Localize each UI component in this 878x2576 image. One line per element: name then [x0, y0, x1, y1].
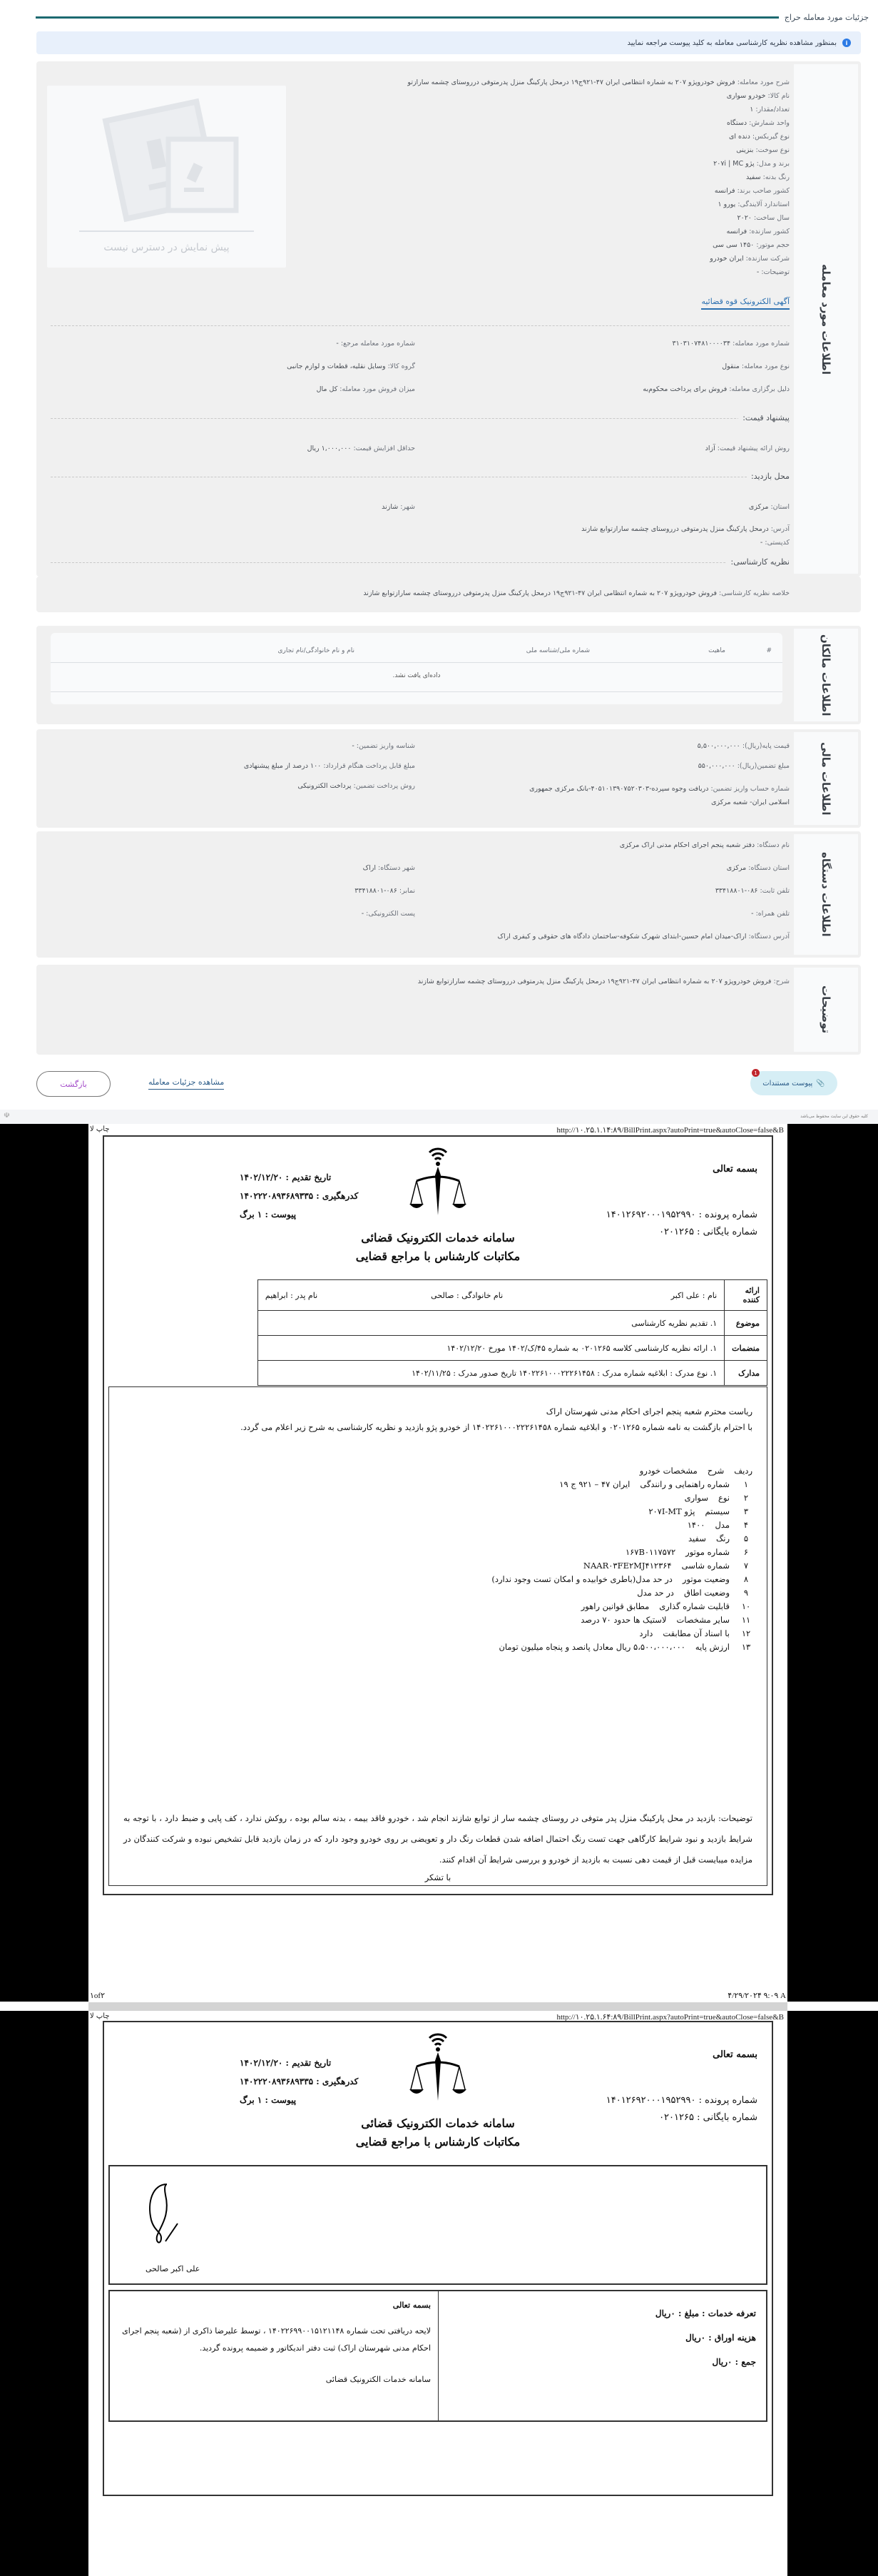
deal-reason: دلیل برگزاری معامله: فروش برای پرداخت محکوم‌به [643, 385, 790, 393]
sale-amount: میزان فروش مورد معامله: کل مال [316, 385, 415, 393]
section-side-label: اطلاعات دستگاه [794, 834, 858, 955]
spec-manufacturer: شرکت سازنده: ایران خودرو [710, 255, 790, 263]
col-national-id: شماره ملی/شناسه ملی [526, 647, 590, 654]
receipt-sign: سامانه خدمات الکترونیک قضائی [325, 2375, 431, 2384]
back-button[interactable]: بازگشت [36, 1071, 111, 1097]
paper-page [88, 1124, 787, 2002]
preview-caption: پیش نمایش در دسترس نیست [103, 242, 230, 253]
payable-at-contract: مبلغ قابل پرداخت هنگام قرارداد: ۱۰۰ درصد از مبلغ پیشنهادی [243, 762, 415, 770]
office-name: نام دستگاه: دفتر شعبه پنجم اجرای احکام مدنی اراک مرکزی [619, 841, 790, 849]
page-count: ۱of۲ [90, 1992, 105, 2000]
attachments-button[interactable]: 📎 پیوست مستندات [750, 1071, 837, 1095]
visit-province: استان: مرکزی [748, 503, 790, 511]
fee-total: جمع : ۰ریال [712, 2357, 756, 2367]
spec-color: رنگ بدنه: سفید [746, 173, 790, 181]
scanned-document-2 [0, 2011, 878, 2576]
tracking-code: کدرهگیری : ۱۴۰۲۲۲۰۸۹۳۶۸۹۳۳۵ [240, 1191, 359, 1201]
spec-maker-country: کشور سازنده: فرانسه [726, 228, 790, 235]
signature-image [146, 2181, 188, 2245]
section-description [36, 965, 861, 1055]
table-row: مدارک ۱. نوع مدرک : ابلاغیه شماره مدرک : ۱۴۰۲۲۶۱۰۰۰۲۲۲۶۱۴۵۸ تاریخ صدور مدرک : ۱۴۰۲/۱۱/۲۵ [257, 1361, 767, 1386]
base-price: قیمت پایه(ریال): ۵,۵۰۰,۰۰۰,۰۰۰ [697, 742, 790, 750]
spec-row: ۵ رنگ سفید [688, 1533, 749, 1543]
page-title: جزئیات مورد معامله حراج [784, 12, 869, 22]
letter-body [108, 1386, 767, 1886]
print-url: http://۱۰.۲۵.۱.۶۴:۸۹/BillPrint.aspx?autoPrint=true&autoClose=false&B [556, 2013, 784, 2022]
print-label: چاپ لا [90, 1125, 110, 1133]
page-separator [88, 2002, 787, 2011]
table-row: منضمات ۱. ارائه نظریه کارشناسی کلاسه ۰۲۰۱۲۶۵ به شماره ۴۵/ک/۱۴۰۲ مورخ ۱۴۰۲/۱۲/۲۰ [257, 1336, 767, 1361]
deposit-account: شماره حساب واریز تضمین: دریافت وجوه سپرده-۴۰۵۱۰۱۳۹۰۷۵۲۰۳۰۳-بانک مرکزی جمهوری اسلامی ایران- شعبه مرکزی [529, 785, 790, 806]
empty-state: داده‌ای یافت نشد. [392, 672, 441, 679]
spec-row: ۴ مدل ۱۴۰۰ [687, 1520, 749, 1530]
closing-thanks: با تشکر [424, 1872, 451, 1882]
col-nature: ماهیت [708, 647, 725, 654]
print-url: http://۱۰.۲۵.۱.۱۴:۸۹/BillPrint.aspx?autoPrint=true&autoClose=false&B [556, 1126, 784, 1135]
spec-engine: حجم موتور: ۱۴۵۰ سی سی [713, 241, 790, 249]
spec-row: ۳ سیستم پژو ۲۰۷I-MT [648, 1506, 749, 1516]
expert-summary: خلاصه نظریه کارشناسی: فروش خودروپژو ۲۰۷ به شماره انتظامی ایران ۴۷-۹۲۱ج۱۹ درمحل پارکینگ منزل پدرمتوفی درروستای چشمه سارازتوابع شازند [363, 589, 790, 597]
spec-goods-name: نام کالا: خودرو سواری [726, 92, 790, 100]
spec-brand-country: کشور صاحب برند: فرانسه [714, 187, 790, 195]
spec-row: ۱۳ ارزش پایه ۵،۵۰۰،۰۰۰،۰۰۰ ریال معادل پانصد و پنجاه میلیون تومان [499, 1642, 751, 1652]
spec-row: ۸ وضعیت موتور در حد مدل(باطری خوابیده و امکان تست وجود ندارد) [491, 1574, 749, 1584]
spec-fuel: نوع سوخت: بنزینی [736, 146, 790, 154]
office-fax: نمابر: ۰۸۶-۳۳۴۱۸۸۰۱ [354, 887, 415, 895]
bismillah: بسمه تعالی [713, 1164, 757, 1175]
document-title: مکاتبات کارشناس با مراجع قضایی [355, 2135, 521, 2149]
spec-description: شرح مورد معامله: فروش خودروپژو ۲۰۷ به شماره انتظامی ایران ۴۷-۹۲۱ج۱۹ درمحل پارکینگ منزل پدرمتوفی درروستای چشمه سارازتو [407, 78, 790, 86]
judiciary-scales-emblem [409, 2029, 466, 2108]
spec-row: ۶ شماره موتور ۱۶۷B۰۱۱۷۵۷۲ [625, 1547, 749, 1557]
divider [51, 562, 790, 563]
salutation: ریاست محترم شعبه پنجم اجرای احکام مدنی شهرستان اراک [546, 1406, 752, 1416]
divider [51, 418, 790, 419]
table-row: موضوع ۱. تقدیم نظریه کارشناسی [257, 1311, 767, 1336]
section-side-label: اطلاعات مالی [794, 732, 858, 825]
deal-number: شماره مورد معامله: ۳۱۰۳۱۰۷۴۸۱۰۰۰۰۳۴ [672, 340, 790, 348]
paper-fee: هزینه اوراق : ۰ریال [685, 2333, 756, 2343]
system-name: سامانه خدمات الکترونیک قضائی [361, 1231, 515, 1244]
page-header [36, 10, 869, 24]
print-datetime: ۴/۲۹/۲۰۲۴ ۹:۰۹ A [728, 1992, 786, 2000]
office-address: آدرس دستگاه: اراک-میدان امام حسین-ابتدای شهرک شکوفه-ساختمان دادگاه های حقوقی و کیفری اراک [497, 933, 790, 940]
spec-row: ۱۲ با اسناد آن مطابقت دارد [639, 1628, 751, 1638]
info-alert [36, 31, 861, 54]
bismillah: بسمه تعالی [713, 2049, 757, 2060]
price-offer-heading: پیشنهاد قیمت: [738, 413, 790, 422]
attachment-count: پیوست : ۱ برگ [240, 1210, 297, 1219]
visit-city: شهر: شازند [382, 503, 415, 511]
service-fee: تعرفه خدمات : مبلغ : ۰ریال [655, 2308, 756, 2318]
office-email: پست الکترونیکی: - [361, 910, 415, 918]
info-icon: i [842, 39, 851, 47]
receipt-note [110, 2291, 438, 2420]
document-info-table [257, 1279, 767, 1386]
spec-row: ۹ وضعیت اطاق در حد مدل [637, 1588, 749, 1598]
office-phone: تلفن ثابت: ۰۸۶-۳۳۴۱۸۸۰۱ [715, 887, 790, 895]
scanned-document-1 [0, 1124, 878, 2002]
expert-heading: نظریه کارشناسی: [727, 557, 790, 567]
section-office [36, 831, 861, 958]
print-label: چاپ لا [90, 2012, 110, 2020]
spec-brand-model: برند و مدل: پژو ۲۰۷i | MC [713, 160, 790, 168]
spec-row: ۱۱ سایر مشخصات لاستیک ها حدود ۷۰ درصد [581, 1615, 751, 1625]
col-index: # [766, 647, 772, 654]
document-title: مکاتبات کارشناس با مراجع قضایی [355, 1249, 521, 1263]
view-deal-details-link[interactable]: مشاهده جزئیات معامله [148, 1077, 224, 1090]
judiciary-ad-link[interactable]: آگهی الکترونیک قوه قضائیه [701, 297, 790, 310]
spec-row: ۲ نوع سواری [684, 1493, 749, 1503]
info-alert-text: بمنظور مشاهده نظریه کارشناسی معامله به کلید پیوست مراجعه نمایید [627, 39, 837, 47]
section-expert-summary [36, 577, 861, 612]
ref-deal-number: شماره مورد معامله مرجع: - [336, 340, 415, 348]
deposit-id: شناسه واریز تضمین: - [352, 742, 415, 750]
web-page [0, 0, 878, 1124]
vehicle-specs-list [491, 1464, 752, 1654]
visit-address: آدرس: درمحل پارکینگ منزل پدرمتوفی درروستای چشمه سارازتوابع شازند [581, 525, 790, 533]
signer-name: علی اکبر صالحی [146, 2264, 200, 2273]
spec-quantity: تعداد/مقدار: ۱ [750, 106, 790, 113]
spec-year: سال ساخت: ۲۰۲۰ [737, 214, 790, 222]
attachment-count: پیوست : ۱ برگ [240, 2095, 297, 2105]
section-owners [36, 626, 861, 724]
emblem-icon: ☫ [4, 1112, 10, 1120]
tracking-code: کدرهگیری : ۱۴۰۲۲۲۰۸۹۳۶۸۹۳۳۵ [240, 2076, 359, 2086]
table-row: ارائه کننده نام : علی اکبرنام خانوادگی : صالحینام پدر : ابراهیم [257, 1280, 767, 1311]
document-header [104, 2022, 772, 2151]
min-increase: حداقل افزایش قیمت: ۱,۰۰۰,۰۰۰ ریال [307, 445, 415, 452]
spec-emission: استاندارد آلایندگی: یورو ۱ [718, 201, 790, 208]
judiciary-scales-emblem [409, 1144, 466, 1222]
deposit-amount: مبلغ تضمین(ریال): ۵۵۰,۰۰۰,۰۰۰ [698, 762, 790, 770]
section-deal-info [36, 61, 861, 577]
spec-unit: واحد شمارش: دستگاه [726, 119, 790, 127]
col-name: نام و نام خانوادگی/نام تجاری [277, 647, 354, 654]
spec-row: ۱۰ قابلیت شماره گذاری مطابق قوانین راهور [581, 1601, 751, 1611]
submit-date: تاریخ تقدیم : ۱۴۰۲/۱۲/۲۰ [240, 2058, 332, 2068]
deal-info-body [44, 61, 790, 577]
paperclip-icon: 📎 [816, 1079, 825, 1087]
spec-row: ۷ شماره شاسی NAAR۰۳FE۲MJ۴۱۲۳۶۴ [583, 1561, 749, 1571]
fees-receipt-box [108, 2290, 767, 2422]
document-frame [103, 1135, 773, 1895]
site-footer [0, 1110, 878, 1124]
receipt-title: بسمه تعالی [392, 2301, 431, 2310]
owners-table [51, 633, 782, 704]
visit-heading: محل بازدید: [747, 472, 790, 481]
letter-intro: با احترام بازگشت به نامه شماره ۰۲۰۱۲۶۵ و ابلاغیه شماره ۱۴۰۲۲۶۱۰۰۰۲۲۲۶۱۴۵۸ از خودرو پژو بازدید و نظریه کارشناسی به شرح زیر اعلام می گردد. [240, 1422, 752, 1432]
offer-method: روش ارائه پیشنهاد قیمت: آزاد [705, 445, 790, 452]
section-financial [36, 729, 861, 828]
section-side-label: اطلاعات مالکان [794, 629, 858, 721]
expert-notes: توضیحات: بازدید در محل پارکینگ منزل پدر متوفی در روستای چشمه سار از توابع شازند انجام شد ، خودرو فاقد بیمه ، بدنه سالم بوده ، روکش ندارد ، کف پایی و ضبط دارد ، با توجه به شرایط بازدید و نبود شرایط کارگاهی جهت تست رنگ احتمال اضافه شدن قطعات رنگ دار و تعویضی بر روی خودرو وجود دارد که در زمان بازدید قابل تشخیص نبوده و شرکت کنندگان در مزایده میبایست قبل از قیمت دهی نسبت به بازدید از خودرو و بررسی شرایط آن اقدام کنند. [123, 1813, 752, 1865]
system-name: سامانه خدمات الکترونیک قضائی [361, 2116, 515, 2130]
payment-method: روش پرداخت تضمین: پرداخت الکترونیکی [297, 782, 415, 790]
archive-number: شماره بایگانی : ۰۲۰۱۲۶۵ [659, 1227, 757, 1237]
document-frame [103, 2021, 773, 2496]
case-number: شماره پرونده : ۱۴۰۱۲۶۹۲۰۰۰۱۹۵۲۹۹۰ [606, 2095, 757, 2106]
receipt-text: لایحه دریافتی تحت شماره ۱۴۰۲۲۶۹۹۰۰۱۵۱۲۱۱۴۸ ، توسط علیرضا ذاکری از (شعبه پنجم اجرای احکام مدنی شهرستان اراک) ثبت دفتر اندیکاتور و ضمیمه پرونده گردید. [122, 2326, 431, 2353]
divider [51, 325, 790, 326]
paper-page [88, 2011, 787, 2576]
spec-notes: توضیحات: - [756, 268, 790, 276]
fees-list [438, 2291, 766, 2420]
office-city: شهر دستگاه: اراک [362, 864, 415, 872]
archive-number: شماره بایگانی : ۰۲۰۱۲۶۵ [659, 2112, 757, 2123]
spec-gearbox: نوع گیربکس: دنده ای [728, 133, 790, 141]
office-mobile: تلفن همراه: - [751, 910, 790, 918]
title-divider [36, 16, 779, 19]
spec-header-row: ردیف شرح مشخصات خودرو [639, 1466, 752, 1476]
spec-row: ۱ شماره راهنمایی و رانندگی ایران ۴۷ – ۹۲۱ ج ۱۹ [559, 1479, 749, 1489]
section-side-label: اطلاعات مورد معامله [794, 64, 858, 574]
deal-type: نوع مورد معامله: منقول [722, 362, 790, 370]
goods-group: گروه کالا: وسایل نقلیه، قطعات و لوازم جانبی [287, 362, 415, 370]
office-province: استان دستگاه: مرکزی [726, 864, 790, 872]
visit-postal-code: کدپستی: - [760, 539, 790, 547]
submit-date: تاریخ تقدیم : ۱۴۰۲/۱۲/۲۰ [240, 1172, 332, 1182]
document-header [104, 1137, 772, 1265]
case-number: شماره پرونده : ۱۴۰۱۲۶۹۲۰۰۰۱۹۵۲۹۹۰ [606, 1210, 757, 1220]
copyright-text: کلیه حقوق این سایت محفوظ می‌باشد [800, 1114, 868, 1119]
section-side-label: توضیحات [794, 968, 858, 1052]
attachments-count-badge: 1 [752, 1069, 760, 1077]
description-text: شرح: فروش خودروپژو ۲۰۷ به شماره انتظامی ایران ۴۷-۹۲۱ج۱۹ درمحل پارکینگ منزل پدرمتوفی درروستای چشمه سارازتوابع شازند [417, 978, 790, 985]
signature-box [108, 2165, 767, 2285]
